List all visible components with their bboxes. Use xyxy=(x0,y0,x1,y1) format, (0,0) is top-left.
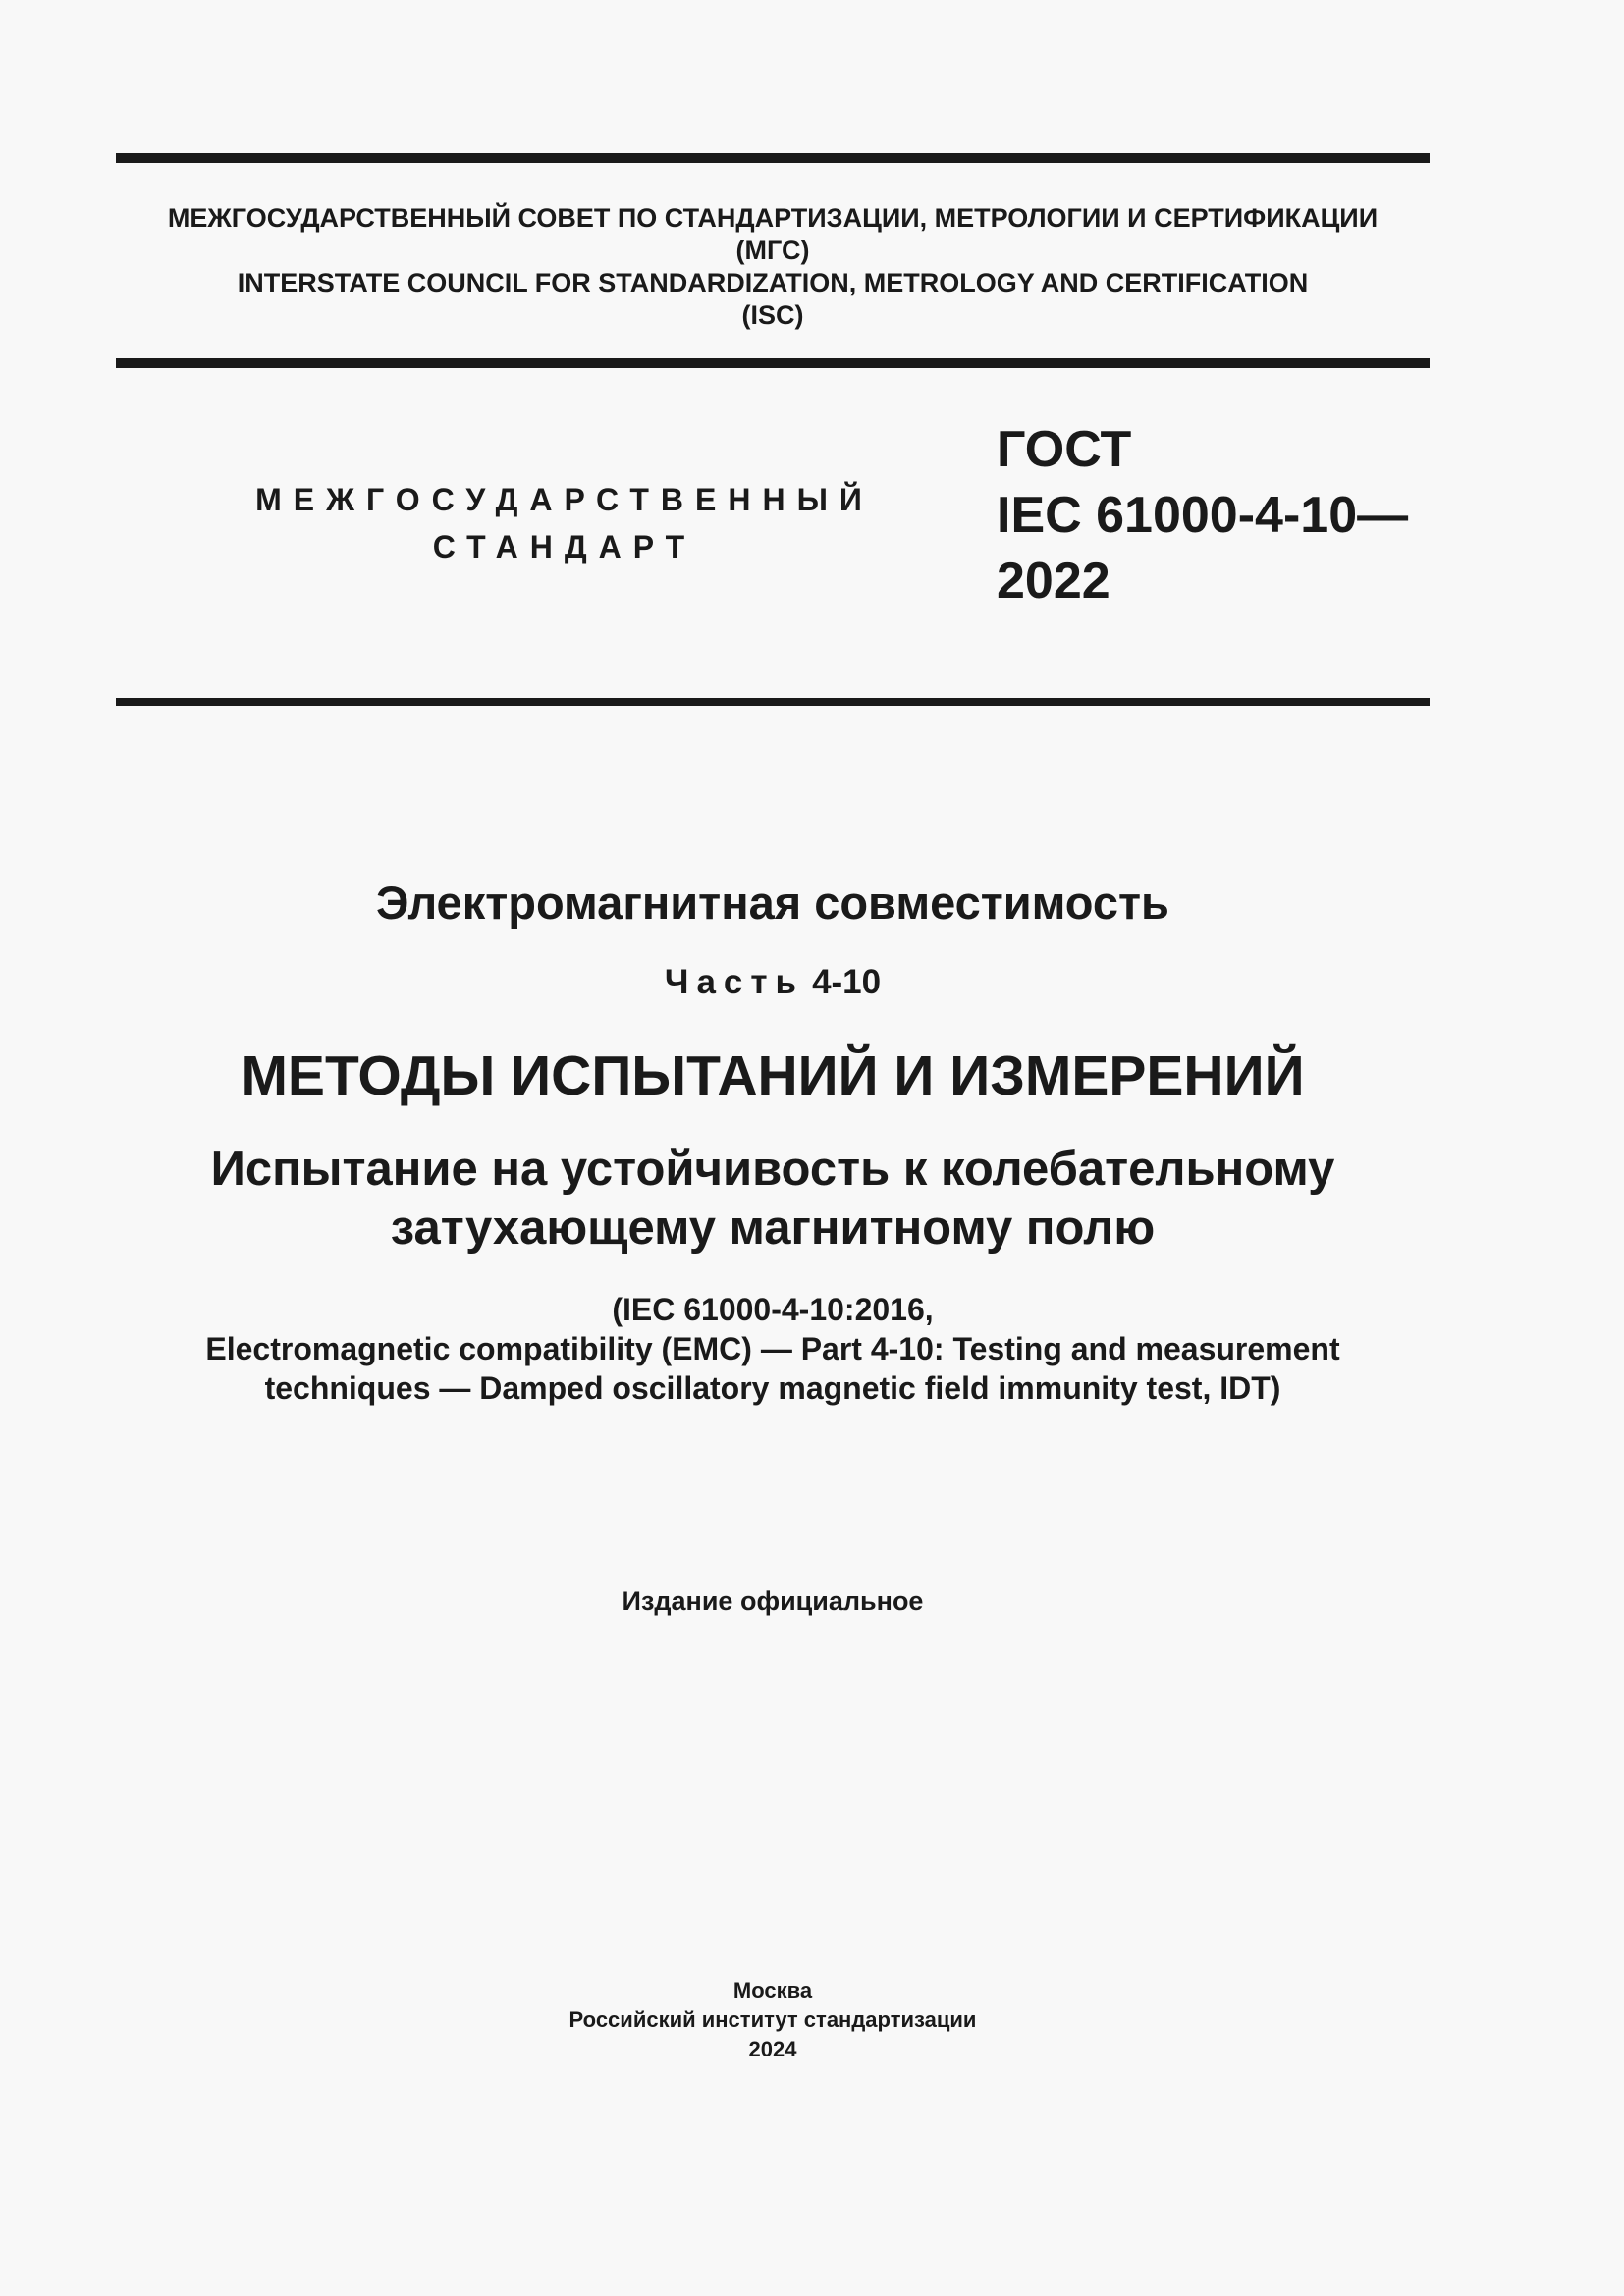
standard-kind xyxy=(226,476,903,570)
imprint-city: Москва xyxy=(732,1978,813,2002)
council-name-en: INTERSTATE COUNCIL FOR STANDARDIZATION, METROLOGY AND CERTIFICATION xyxy=(237,268,1309,297)
test-subtitle xyxy=(116,1140,1430,1257)
methods-title: МЕТОДЫ ИСПЫТАНИЙ И ИЗМЕРЕНИЙ xyxy=(241,1044,1305,1107)
standard-designation xyxy=(997,417,1408,614)
council-abbr-ru: (МГС) xyxy=(735,236,810,265)
designation-gost: ГОСТ xyxy=(997,421,1132,478)
standard-kind-line1: МЕЖГОСУДАРСТВЕННЫЙ xyxy=(255,482,874,517)
top-rule xyxy=(116,153,1430,163)
part-number: 4-10 xyxy=(812,963,882,1001)
reference-line1: (IEC 61000-4-10:2016, xyxy=(612,1292,934,1327)
part-word: Часть xyxy=(664,963,805,1001)
standard-kind-line2: СТАНДАРТ xyxy=(432,529,697,564)
council-header xyxy=(116,202,1430,332)
subtitle-line2: затухающему магнитному полю xyxy=(390,1201,1156,1255)
council-abbr-en: (ISC) xyxy=(741,300,804,330)
subtitle-line1: Испытание на устойчивость к колебательному xyxy=(210,1143,1335,1196)
council-name-ru: МЕЖГОСУДАРСТВЕННЫЙ СОВЕТ ПО СТАНДАРТИЗАЦИИ, МЕТРОЛОГИИ И СЕРТИФИКАЦИИ xyxy=(167,203,1379,233)
imprint-year: 2024 xyxy=(748,2037,797,2061)
reference-line3: techniques — Damped oscillatory magnetic field immunity test, IDT) xyxy=(264,1370,1281,1406)
designation-number: IEC 61000-4-10— xyxy=(997,487,1409,544)
topic-title: Электромагнитная совместимость xyxy=(376,877,1169,929)
reference-line2: Electromagnetic compatibility (EMC) — Part 4-10: Testing and measurement xyxy=(205,1331,1340,1366)
official-edition: Издание официальное xyxy=(622,1586,924,1616)
imprint xyxy=(116,1976,1430,2064)
title-block xyxy=(116,874,1430,1408)
designation-divider xyxy=(116,698,1430,706)
designation-year: 2022 xyxy=(997,553,1110,610)
part-label xyxy=(116,961,1430,1004)
imprint-publisher: Российский институт стандартизации xyxy=(568,2007,977,2032)
iec-reference xyxy=(116,1290,1430,1408)
header-divider xyxy=(116,358,1430,368)
